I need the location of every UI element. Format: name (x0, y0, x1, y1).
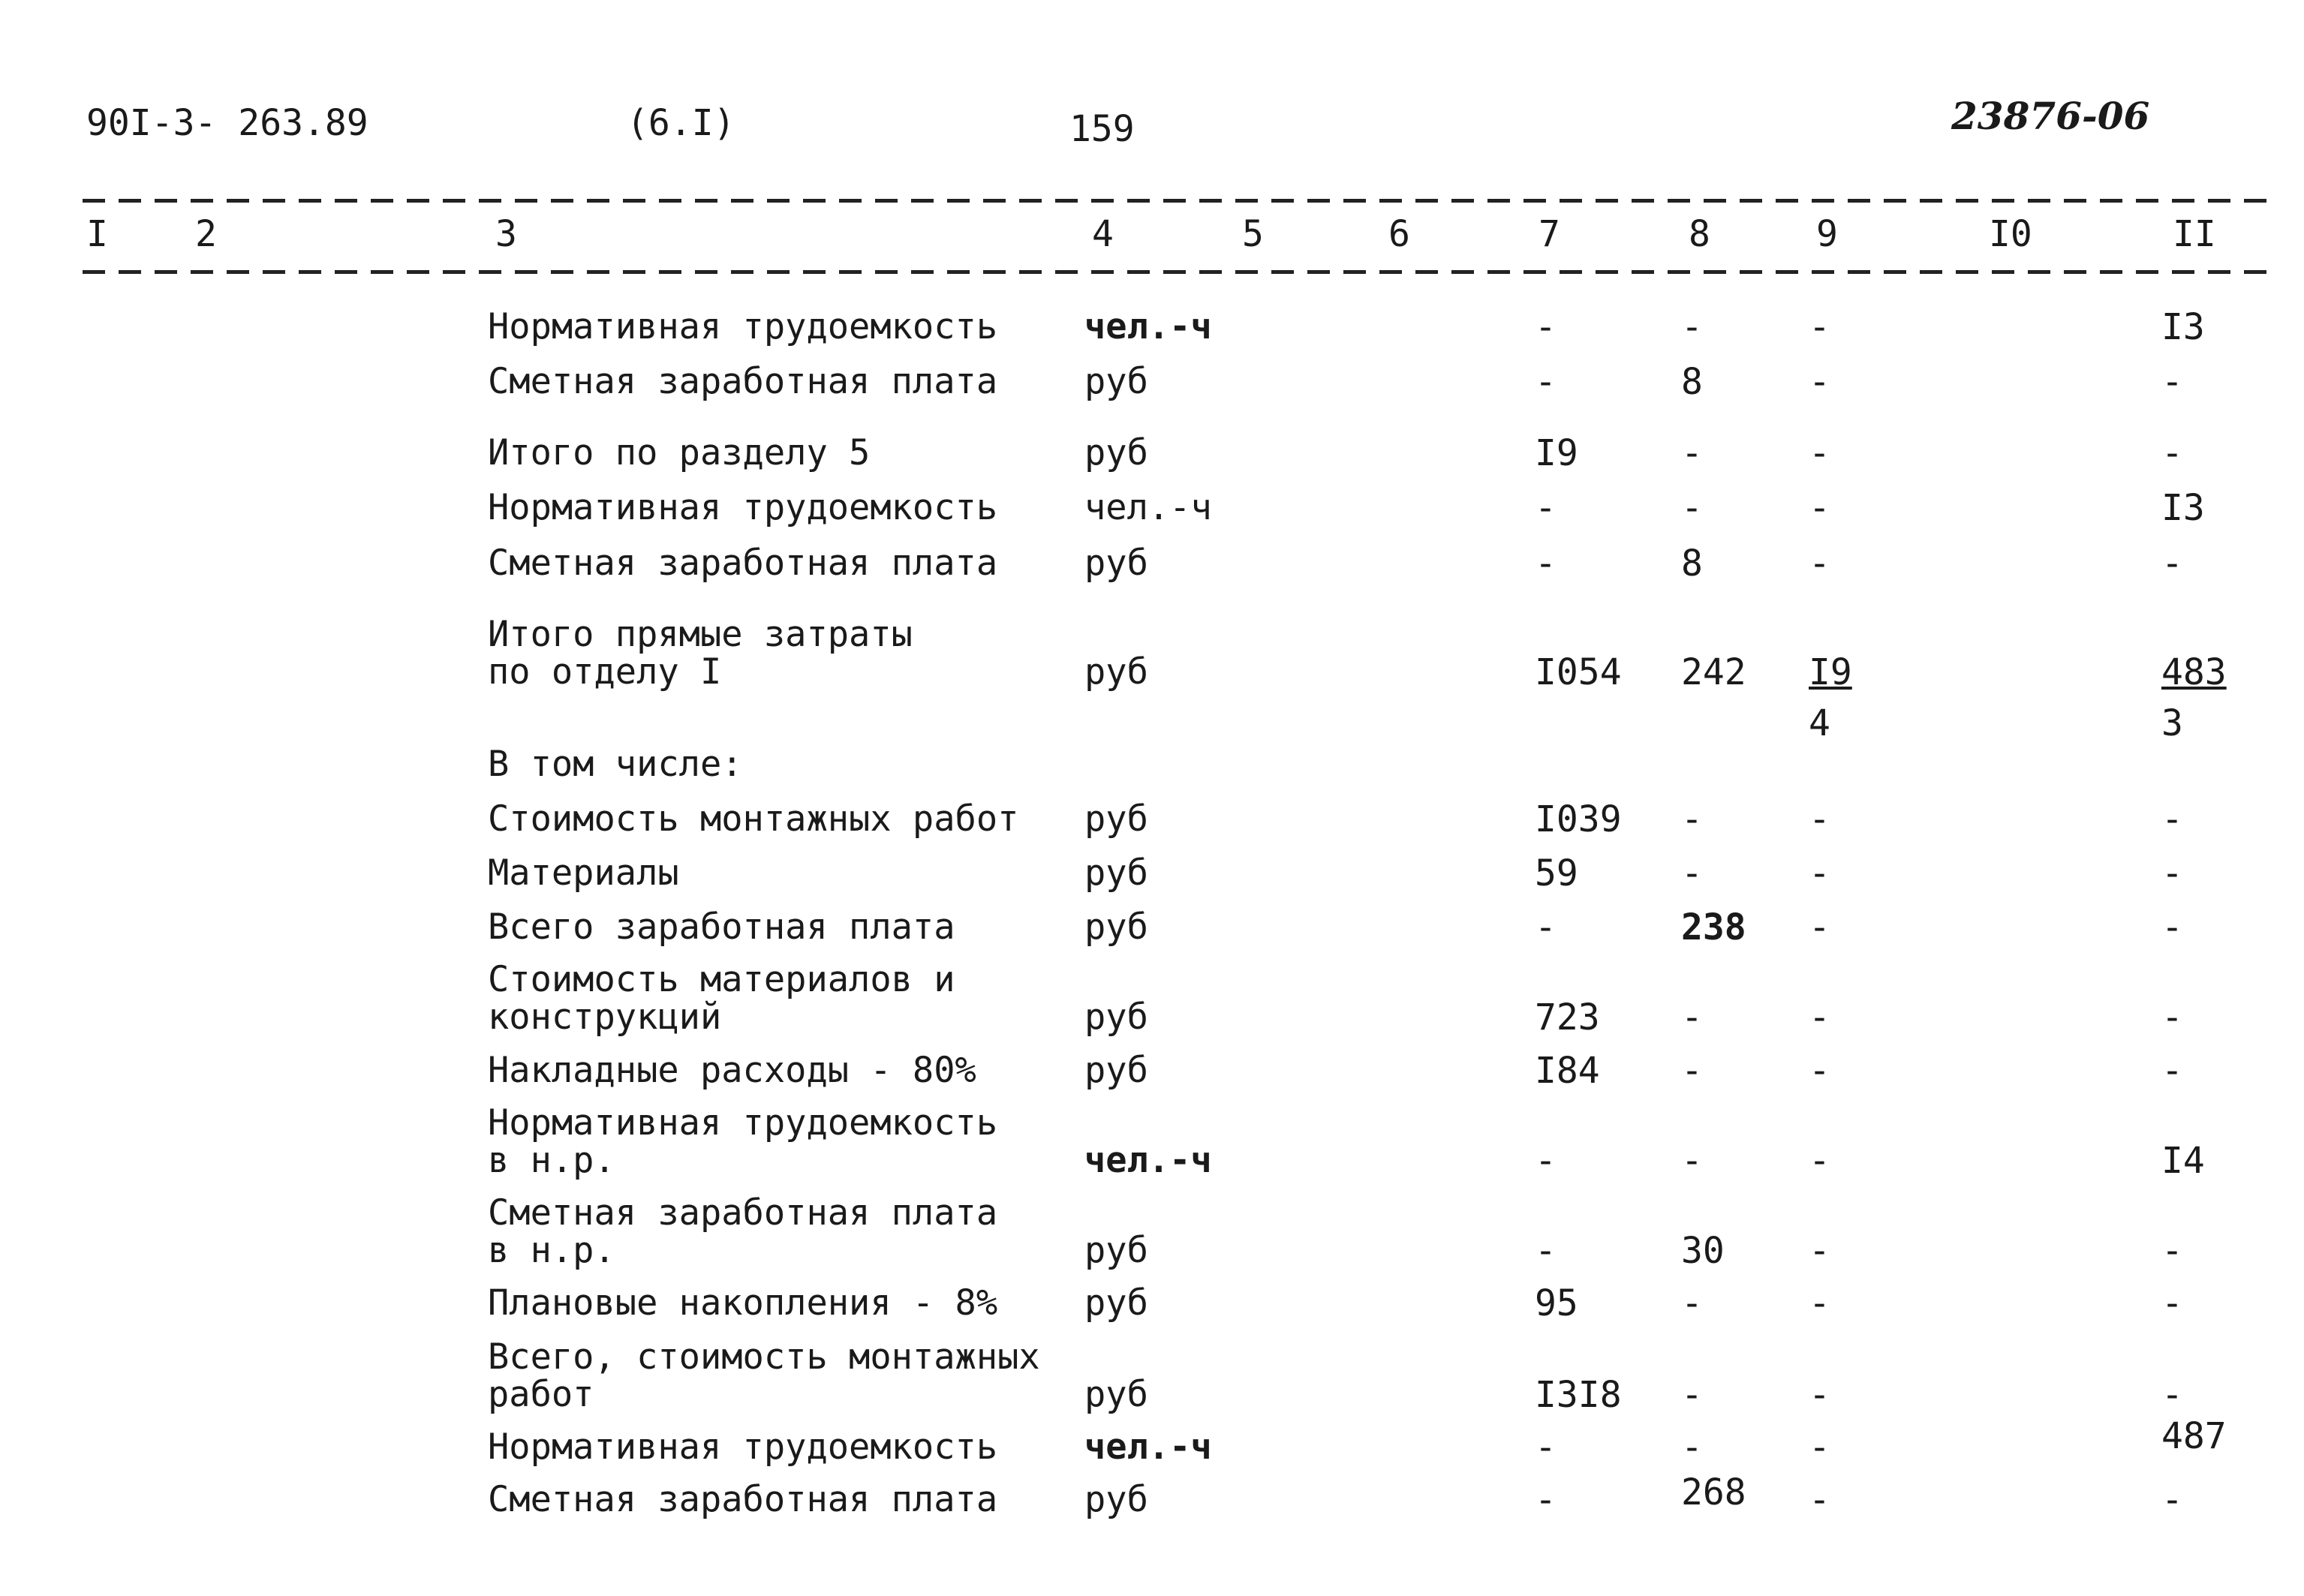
header-bottom-rule (83, 270, 2266, 274)
row-col11: - (2161, 432, 2183, 474)
row-label-continuation: в н.р. (488, 1140, 615, 1181)
row-col11: - (2161, 1050, 2183, 1092)
row-unit: руб (1084, 852, 1148, 894)
row-unit: чел.-ч (1084, 487, 1212, 528)
column-number-3: 3 (495, 213, 517, 255)
row-col8: - (1681, 1426, 1703, 1468)
row-unit: руб (1084, 543, 1148, 584)
row-col11: 487 (2161, 1415, 2227, 1457)
row-col8: - (1681, 996, 1703, 1038)
row-col11: I3 (2161, 306, 2205, 348)
row-label: Итого прямые затраты (488, 614, 913, 655)
row-label: Нормативная трудоемкость (488, 306, 998, 347)
row-col7: 723 (1535, 996, 1600, 1038)
row-col7: - (1535, 487, 1557, 529)
row-col8: 268 (1681, 1471, 1746, 1513)
row-label: Нормативная трудоемкость (488, 1102, 998, 1144)
row-col8: - (1681, 1140, 1703, 1182)
row-col11: - (2161, 798, 2183, 840)
column-number-8: 8 (1689, 213, 1710, 255)
row-label-continuation: конструкций (488, 996, 722, 1038)
row-unit: чел.-ч (1084, 1140, 1212, 1181)
row-unit: руб (1084, 361, 1148, 402)
row-col11: - (2161, 1374, 2183, 1416)
row-col7: I84 (1535, 1050, 1600, 1092)
inventory-number: 23876-06 (1951, 94, 2150, 138)
row-label-continuation: в н.р. (488, 1230, 615, 1271)
row-label: Всего заработная плата (488, 906, 955, 948)
column-number-4: 4 (1092, 213, 1114, 255)
column-number-9: 9 (1816, 213, 1838, 255)
row-col7: - (1535, 543, 1557, 585)
row-col7: - (1535, 306, 1557, 348)
row-col9: - (1809, 1426, 1830, 1468)
column-number-6: 6 (1388, 213, 1410, 255)
row-label: Стоимость монтажных работ (488, 798, 1019, 840)
row-col9: - (1809, 798, 1830, 840)
row-col11-numerator: 483 (2161, 651, 2227, 693)
row-unit: руб (1084, 1479, 1148, 1520)
row-col8: 238 (1681, 906, 1746, 948)
column-number-7: 7 (1539, 213, 1560, 255)
row-col11: - (2161, 543, 2183, 585)
row-unit: руб (1084, 996, 1148, 1038)
row-label-continuation: работ (488, 1374, 594, 1415)
row-col11: - (2161, 1479, 2183, 1521)
row-col11: - (2161, 996, 2183, 1038)
column-number-5: 5 (1242, 213, 1264, 255)
section-heading: В том числе: (488, 744, 743, 785)
row-col11: - (2161, 1282, 2183, 1324)
row-label: Итого по разделу 5 (488, 432, 871, 473)
row-col7: - (1535, 906, 1557, 948)
row-col8: 8 (1681, 543, 1703, 585)
row-col9: - (1809, 1374, 1830, 1416)
row-col7: I3I8 (1535, 1374, 1622, 1416)
row-col7: - (1535, 1140, 1557, 1182)
row-label: Стоимость материалов и (488, 959, 955, 1000)
row-col7: 95 (1535, 1282, 1578, 1324)
row-unit: чел.-ч (1084, 1426, 1212, 1468)
row-col11: I4 (2161, 1140, 2205, 1182)
row-col7: 59 (1535, 852, 1578, 894)
row-col7: - (1535, 361, 1557, 403)
row-col9: - (1809, 306, 1830, 348)
row-col8: - (1681, 487, 1703, 529)
row-label: Сметная заработная плата (488, 1192, 998, 1234)
column-number-1: I (86, 213, 108, 255)
row-col11: - (2161, 361, 2183, 403)
row-col9: - (1809, 906, 1830, 948)
row-label: Всего, стоимость монтажных (488, 1336, 1040, 1378)
row-col11: I3 (2161, 487, 2205, 529)
row-label: Сметная заработная плата (488, 543, 998, 584)
document-code: 90I-3- 263.89 (86, 102, 368, 144)
row-col8: 8 (1681, 361, 1703, 403)
row-col7: - (1535, 1230, 1557, 1272)
row-col8: 30 (1681, 1230, 1725, 1272)
row-label: Сметная заработная плата (488, 1479, 998, 1520)
row-unit: руб (1084, 1230, 1148, 1271)
row-unit: руб (1084, 1374, 1148, 1415)
row-col7: I039 (1535, 798, 1622, 840)
column-number-10: I0 (1989, 213, 2032, 255)
row-label: Нормативная трудоемкость (488, 487, 998, 528)
row-unit: руб (1084, 798, 1148, 840)
row-col9: - (1809, 1479, 1830, 1521)
row-col9: - (1809, 487, 1830, 529)
row-col9: - (1809, 432, 1830, 474)
row-label-continuation: по отделу I (488, 651, 722, 693)
page-number: 159 (1069, 108, 1135, 150)
section-reference: (6.I) (627, 102, 735, 144)
row-unit: руб (1084, 432, 1148, 473)
row-col8: 242 (1681, 651, 1746, 693)
row-col7: - (1535, 1479, 1557, 1521)
row-col9: - (1809, 1140, 1830, 1182)
row-unit: руб (1084, 1282, 1148, 1324)
row-label: Накладные расходы - 80% (488, 1050, 976, 1091)
row-col9: - (1809, 852, 1830, 894)
row-label: Материалы (488, 852, 679, 894)
header-top-rule (83, 199, 2266, 203)
row-col8: - (1681, 798, 1703, 840)
row-unit: чел.-ч (1084, 306, 1212, 347)
row-unit: руб (1084, 1050, 1148, 1091)
row-col9: - (1809, 996, 1830, 1038)
row-col11-denominator: 3 (2161, 702, 2183, 744)
column-number-2: 2 (195, 213, 217, 255)
row-col8: - (1681, 852, 1703, 894)
row-col11: - (2161, 906, 2183, 948)
row-col7: - (1535, 1426, 1557, 1468)
row-label: Нормативная трудоемкость (488, 1426, 998, 1468)
row-col9-numerator: I9 (1809, 651, 1852, 693)
row-unit: руб (1084, 651, 1148, 693)
row-label: Сметная заработная плата (488, 361, 998, 402)
row-col8: - (1681, 1050, 1703, 1092)
row-col7: I054 (1535, 651, 1622, 693)
row-col7: I9 (1535, 432, 1578, 474)
row-unit: руб (1084, 906, 1148, 948)
row-col11: - (2161, 1230, 2183, 1272)
row-col9: - (1809, 1282, 1830, 1324)
row-col9-denominator: 4 (1809, 702, 1830, 744)
row-col8: - (1681, 1282, 1703, 1324)
row-col9: - (1809, 361, 1830, 403)
row-col9: - (1809, 1050, 1830, 1092)
row-col8: - (1681, 306, 1703, 348)
row-col11: - (2161, 852, 2183, 894)
row-col8: - (1681, 1374, 1703, 1416)
column-number-11: II (2173, 213, 2216, 255)
row-col9: - (1809, 1230, 1830, 1272)
row-label: Плановые накопления - 8% (488, 1282, 998, 1324)
row-col9: - (1809, 543, 1830, 585)
row-col8: - (1681, 432, 1703, 474)
